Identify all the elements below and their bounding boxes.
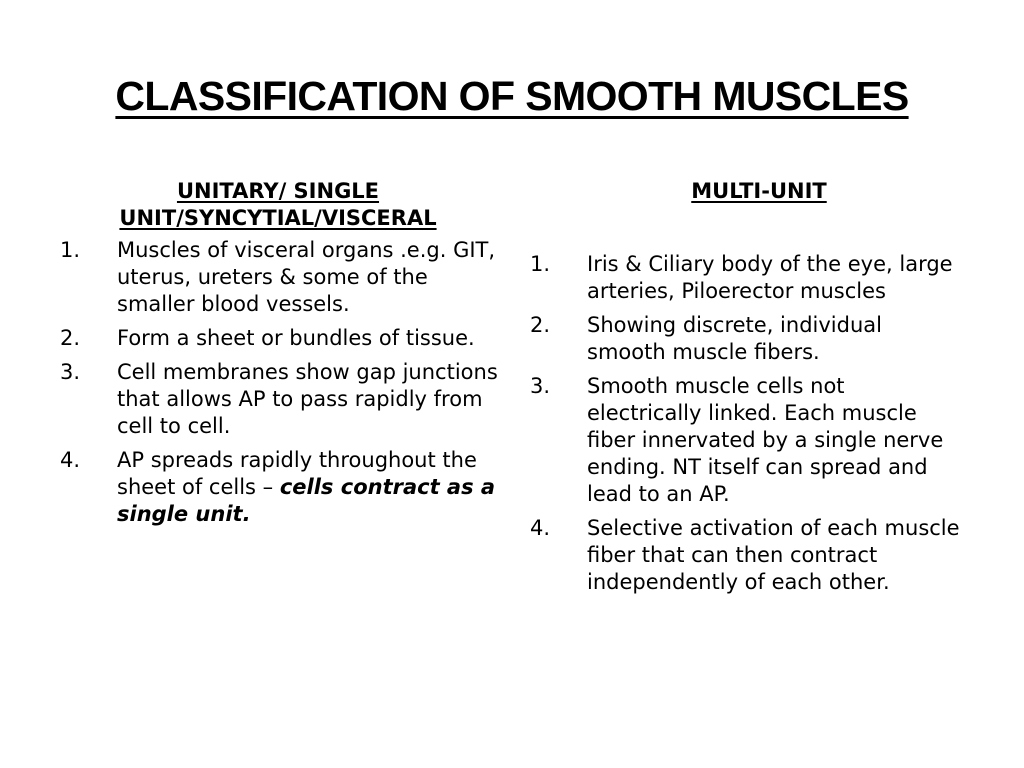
list-item	[60, 325, 500, 352]
multi-unit-list	[530, 251, 960, 596]
list-item	[60, 359, 500, 440]
list-item	[530, 312, 960, 366]
list-item	[60, 237, 500, 318]
multi-unit-heading: MULTI-UNIT	[691, 179, 827, 203]
item-number: 1.	[530, 252, 551, 276]
item-text: AP spreads rapidly throughout the sheet of cells –	[117, 448, 477, 499]
unitary-list	[60, 237, 500, 528]
unitary-column	[60, 178, 500, 535]
multi-unit-column	[530, 178, 960, 603]
item-text: Showing discrete, individual smooth muscle fibers.	[587, 313, 882, 364]
item-number: 3.	[530, 374, 551, 398]
unitary-heading	[60, 178, 500, 232]
unitary-heading-line1: UNITARY/ SINGLE	[176, 179, 380, 203]
item-text: Iris & Ciliary body of the eye, large arteries, Piloerector muscles	[587, 252, 953, 303]
slide-title: CLASSIFICATION OF SMOOTH MUSCLES	[115, 73, 909, 119]
list-item	[530, 251, 960, 305]
item-text: Form a sheet or bundles of tissue.	[117, 326, 475, 350]
item-text: Muscles of visceral organs .e.g. GIT, uterus, ureters & some of the smaller blood vessels.	[117, 238, 496, 316]
list-item	[530, 373, 960, 508]
item-number: 1.	[60, 238, 81, 262]
item-number: 4.	[60, 448, 81, 472]
item-text: Cell membranes show gap junctions that allows AP to pass rapidly from cell to cell.	[117, 360, 498, 438]
item-number: 3.	[60, 360, 81, 384]
list-item	[530, 515, 960, 596]
unitary-heading-line2: UNIT/SYNCYTIAL/VISCERAL	[119, 206, 437, 230]
item-number: 4.	[530, 516, 551, 540]
item-emphasis: cells contract as a single unit.	[117, 475, 496, 526]
item-number: 2.	[530, 313, 551, 337]
item-text: Smooth muscle cells not electrically linked. Each muscle fiber innervated by a single nerve ending. NT itself can spread and lead to an AP.	[587, 374, 944, 506]
list-item	[60, 447, 500, 528]
item-number: 2.	[60, 326, 81, 350]
item-text: Selective activation of each muscle fiber that can then contract independently of each other.	[587, 516, 960, 594]
